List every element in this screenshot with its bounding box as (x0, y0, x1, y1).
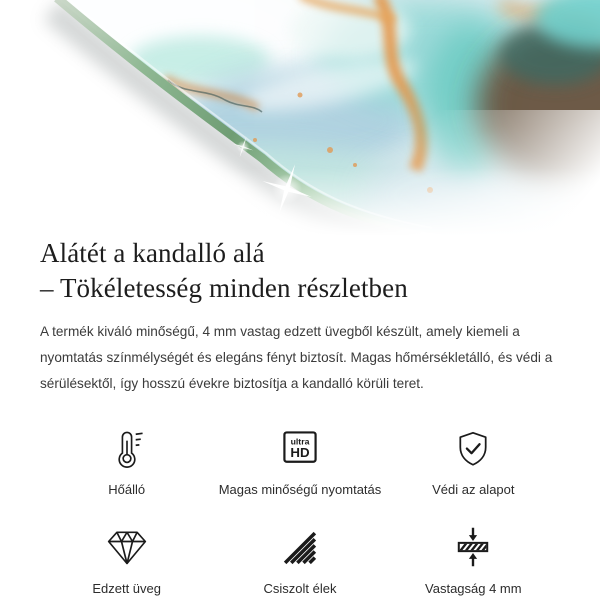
product-copy (0, 236, 600, 596)
product-description: A termék kiváló minőségű, 4 mm vastag edzett üvegből készült, amely kiemeli a nyomtatás színmélységét és elegáns fényt biztosít. Magas hőmérsékletálló, és védi a sérülésektől, így hosszú évekre biztosítja a kandalló körüli teret. (40, 324, 553, 391)
feature-heat-resistant (40, 424, 213, 497)
polished-edge-icon (279, 523, 321, 569)
feature-thickness (387, 523, 560, 596)
page-title-line2: – Tökéletesség minden részletben (40, 273, 408, 303)
feature-protects-base (387, 424, 560, 497)
page-title (40, 236, 560, 306)
glass-underlay-render (0, 0, 600, 236)
feature-grid (40, 424, 560, 596)
shield-check-icon (452, 424, 494, 470)
thermometer-icon (105, 424, 149, 470)
thickness-icon (451, 523, 495, 569)
page-title-line1: Alátét a kandalló alá (40, 238, 265, 268)
svg-text:HD: HD (290, 445, 310, 461)
feature-label: Magas minőségű nyomtatás (218, 482, 382, 497)
feature-label: Hőálló (108, 482, 146, 497)
ultra-hd-icon (278, 424, 322, 470)
feature-tempered-glass (40, 523, 213, 596)
diamond-icon (105, 523, 149, 569)
product-image (0, 0, 600, 236)
feature-label: Edzett üveg (92, 581, 161, 596)
svg-text:ultra: ultra (290, 436, 310, 447)
feature-label: Vastagság 4 mm (425, 581, 522, 596)
feature-label: Védi az alapot (432, 482, 515, 497)
feature-hd-print (213, 424, 386, 497)
feature-label: Csiszolt élek (263, 581, 337, 596)
feature-polished-edges (213, 523, 386, 596)
